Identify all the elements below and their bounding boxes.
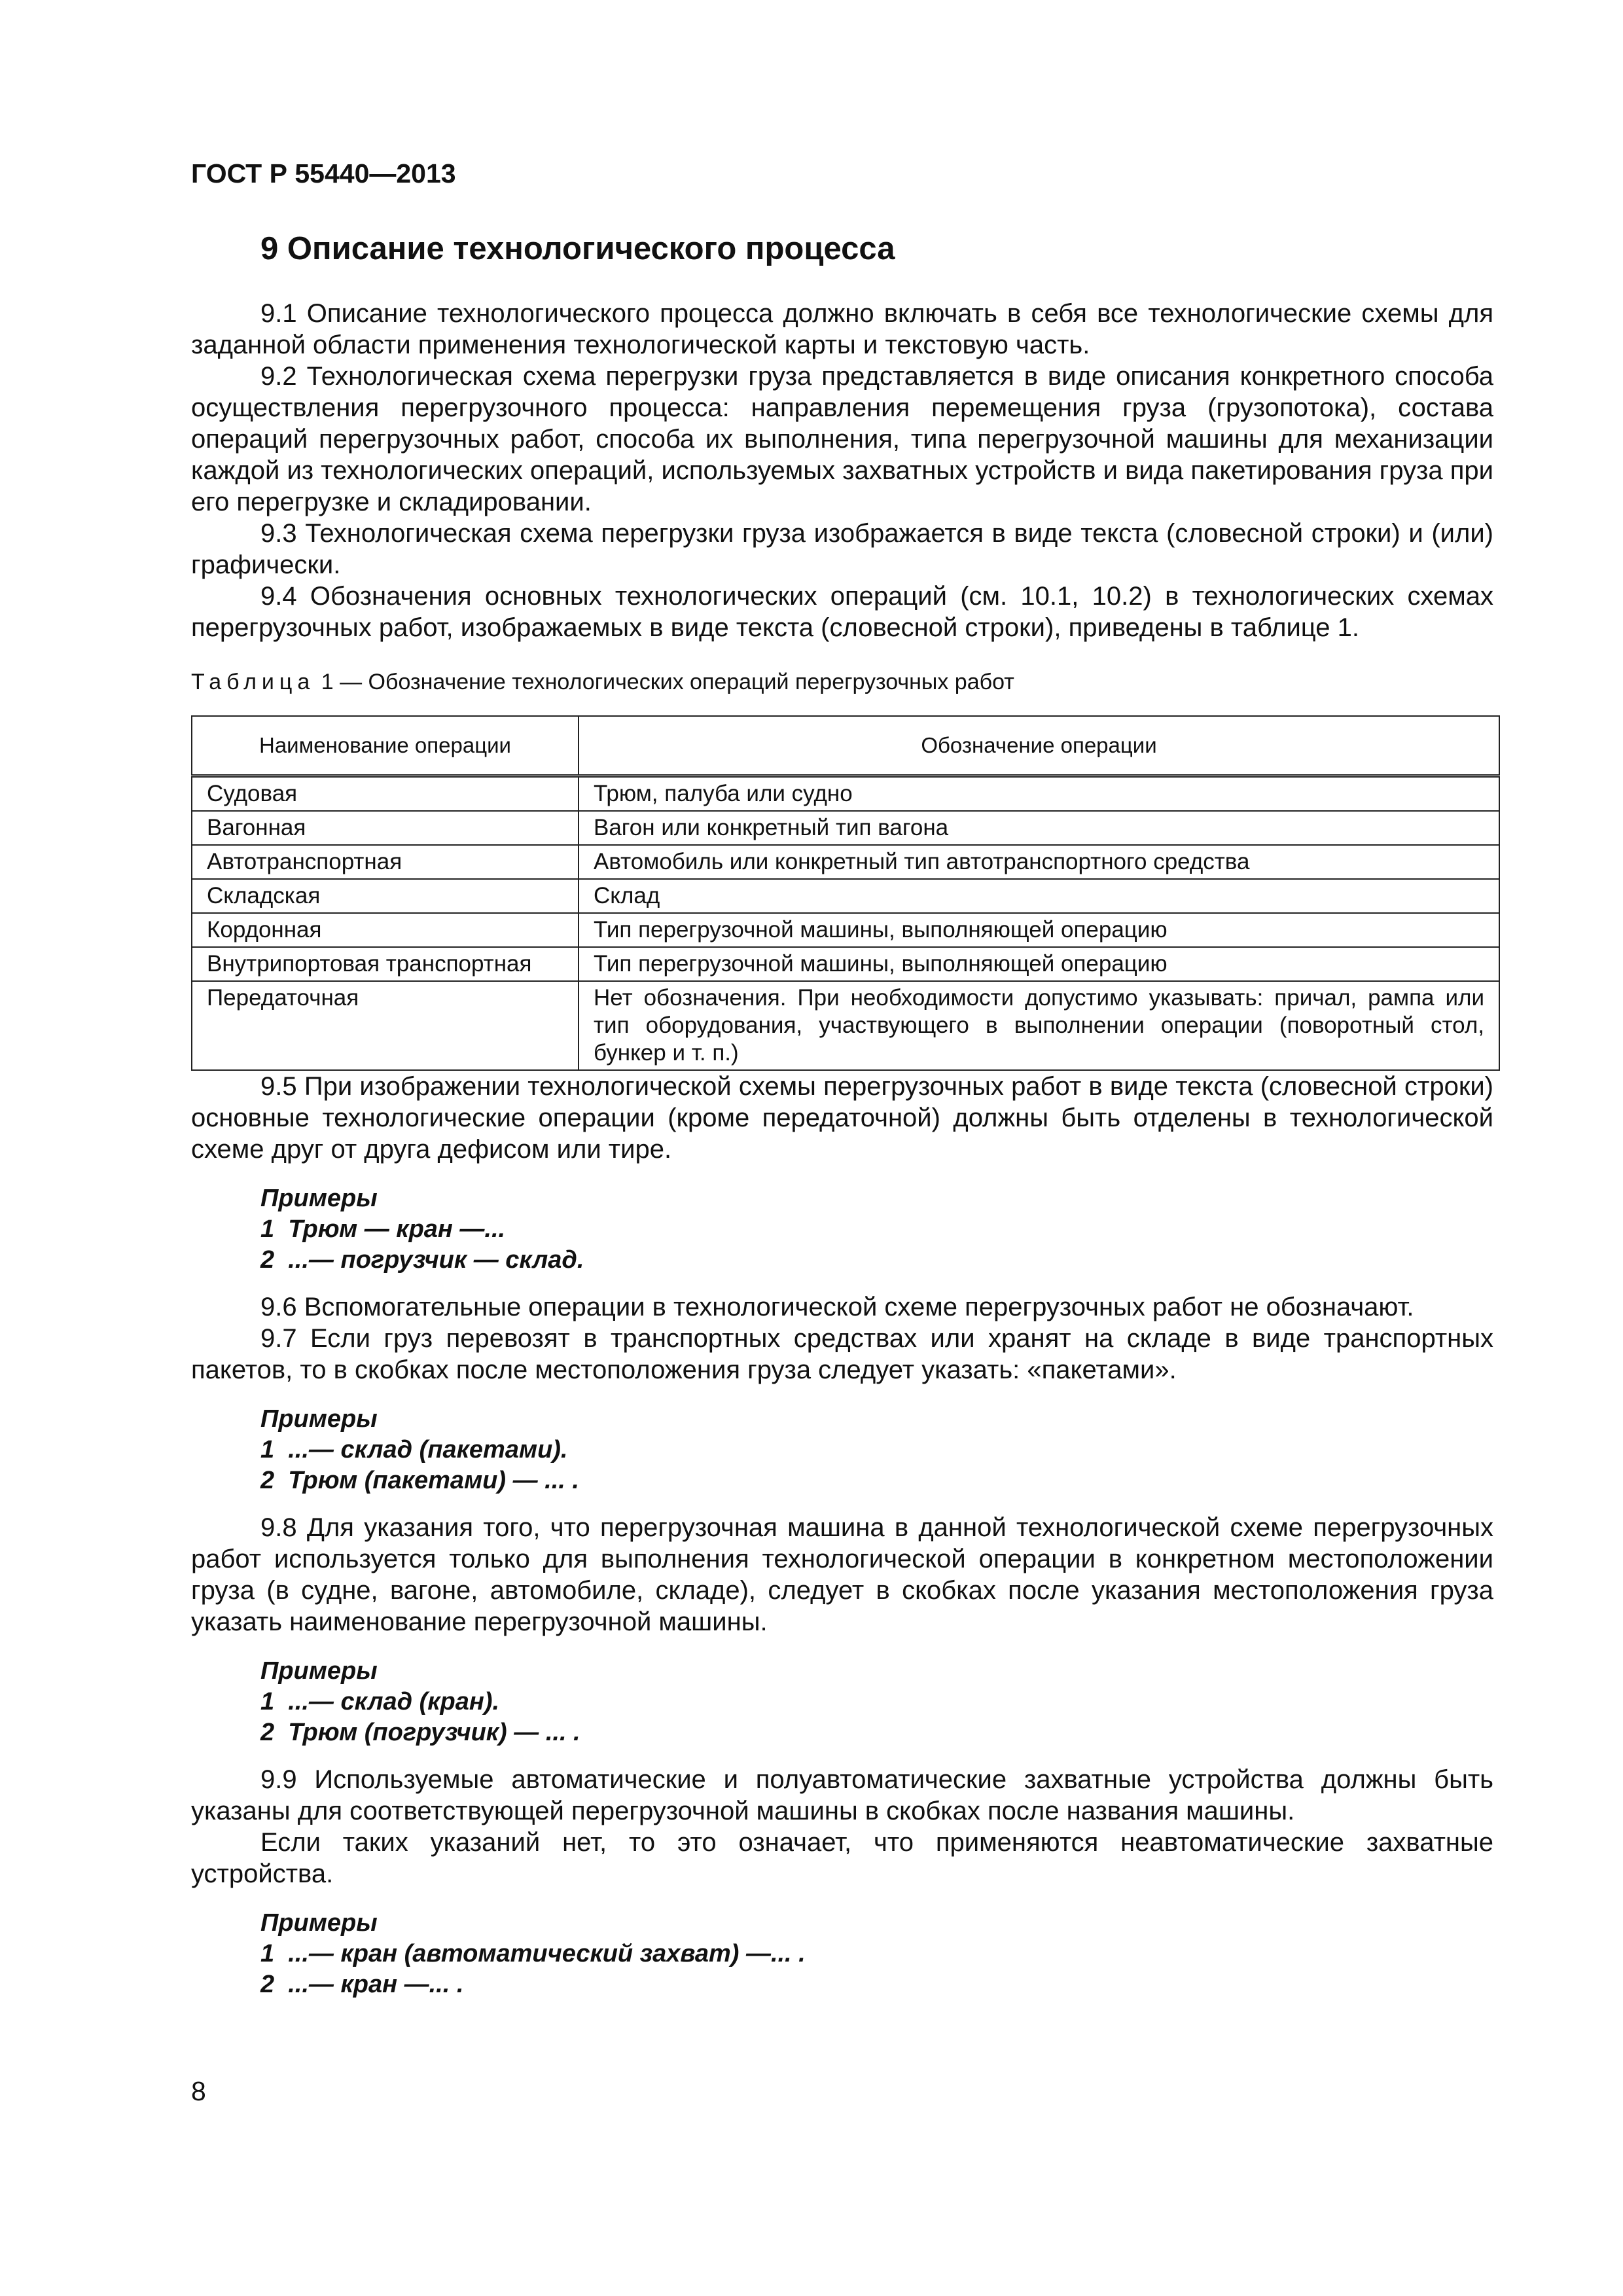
example-line: 1 ...— склад (пакетами). xyxy=(260,1436,568,1463)
example-line: 1 ...— кран (автоматический захват) —... . xyxy=(260,1940,806,1967)
page-number: 8 xyxy=(191,2076,206,2106)
section-title: 9 Описание технологического процесса xyxy=(260,231,895,266)
examples-block xyxy=(260,1656,1493,1748)
table-row xyxy=(192,845,1499,879)
content-body xyxy=(191,298,1493,2016)
table-cell-designation: Склад xyxy=(579,879,1499,913)
table-caption-text: 1 — Обозначение технологических операций перегрузочных работ xyxy=(315,670,1014,694)
paragraph-9-4: 9.4 Обозначения основных технологических операций (см. 10.1, 10.2) в технологических схемах перегрузочных работ, изображаемых в виде текста (словесной строки), приведены в таблице 1. xyxy=(191,582,1493,642)
table-cell-designation: Трюм, палуба или судно xyxy=(579,776,1499,812)
table-cell-designation: Нет обозначения. При необходимости допустимо указывать: причал, рампа или тип оборудования, участвующего в выполнении операции (поворотный стол, бункер и т. п.) xyxy=(579,981,1499,1070)
document-header: ГОСТ Р 55440—2013 xyxy=(191,158,456,188)
table-row xyxy=(192,811,1499,845)
table-cell-operation: Внутрипортовая транспортная xyxy=(192,947,579,981)
paragraph-9-9: 9.9 Используемые автоматические и полуавтоматические захватные устройства должны быть указаны для соответствующей перегрузочной машины в скобках после названия машины. xyxy=(191,1765,1493,1825)
examples-title: Примеры xyxy=(260,1909,378,1937)
paragraph-9-6: 9.6 Вспомогательные операции в технологической схеме перегрузочных работ не обозначают. xyxy=(260,1293,1414,1321)
examples-title: Примеры xyxy=(260,1405,378,1433)
paragraph-9-2: 9.2 Технологическая схема перегрузки груза представляется в виде описания конкретного способа осуществления перегрузочного процесса: направления перемещения груза (грузопотока), состава операций перегрузочных работ, способа их выполнения, типа перегрузочной машины для механизации каждой из технологических операций, используемых захватных устройств и вида пакетирования груза при его перегрузке и складировании. xyxy=(191,362,1493,516)
table-cell-operation: Складская xyxy=(192,879,579,913)
table-header-cell: Обозначение операции xyxy=(579,716,1499,776)
table-cell-designation: Тип перегрузочной машины, выполняющей операцию xyxy=(579,913,1499,947)
example-line: 2 Трюм (погрузчик) — ... . xyxy=(260,1719,580,1746)
table-cell-operation: Судовая xyxy=(192,776,579,812)
example-line: 1 ...— склад (кран). xyxy=(260,1688,500,1715)
paragraph-9-8: 9.8 Для указания того, что перегрузочная машина в данной технологической схеме перегрузочных работ используется только для выполнения технологической операции в конкретном местоположении груза (в судне, вагоне, автомобиле, складе), следует в скобках после указания местоположения груза указать наименование перегрузочной машины. xyxy=(191,1513,1493,1636)
table-row xyxy=(192,947,1499,981)
examples-title: Примеры xyxy=(260,1185,378,1212)
paragraph-9-5: 9.5 При изображении технологической схемы перегрузочных работ в виде текста (словесной строки) основные технологические операции (кроме передаточной) должны быть отделены в технологической схеме друг от друга дефисом или тире. xyxy=(191,1072,1493,1164)
example-line: 2 Трюм (пакетами) — ... . xyxy=(260,1467,579,1494)
table-cell-designation: Тип перегрузочной машины, выполняющей операцию xyxy=(579,947,1499,981)
table-header-cell: Наименование операции xyxy=(192,716,579,776)
table-row xyxy=(192,879,1499,913)
examples-block xyxy=(260,1404,1493,1496)
table-cell-designation: Вагон или конкретный тип вагона xyxy=(579,811,1499,845)
examples-title: Примеры xyxy=(260,1657,378,1685)
paragraph-9-3: 9.3 Технологическая схема перегрузки груза изображается в виде текста (словесной строки) и (или) графически. xyxy=(191,519,1493,579)
table-header-row xyxy=(192,716,1499,776)
paragraph-9-1: 9.1 Описание технологического процесса должно включать в себя все технологические схемы для заданной области применения технологической карты и текстовую часть. xyxy=(191,299,1493,359)
paragraph-9-9-continued: Если таких указаний нет, то это означает, что применяются неавтоматические захватные устройства. xyxy=(191,1828,1493,1888)
table-cell-designation: Автомобиль или конкретный тип автотранспортного средства xyxy=(579,845,1499,879)
table-row xyxy=(192,913,1499,947)
table-cell-operation: Автотранспортная xyxy=(192,845,579,879)
table-caption-label: Таблица xyxy=(191,670,315,694)
examples-block xyxy=(260,1908,1493,2000)
examples-block xyxy=(260,1183,1493,1276)
example-line: 2 ...— кран —... . xyxy=(260,1971,464,1998)
table-row xyxy=(192,776,1499,812)
table-cell-operation: Вагонная xyxy=(192,811,579,845)
example-line: 1 Трюм — кран —... xyxy=(260,1215,506,1243)
table-caption xyxy=(191,668,1493,696)
operations-table xyxy=(191,715,1500,1071)
table-row xyxy=(192,981,1499,1070)
example-line: 2 ...— погрузчик — склад. xyxy=(260,1246,584,1274)
table-cell-operation: Передаточная xyxy=(192,981,579,1070)
table-cell-operation: Кордонная xyxy=(192,913,579,947)
paragraph-9-7: 9.7 Если груз перевозят в транспортных средствах или хранят на складе в виде транспортных пакетов, то в скобках после местоположения груза следует указать: «пакетами». xyxy=(191,1324,1493,1384)
